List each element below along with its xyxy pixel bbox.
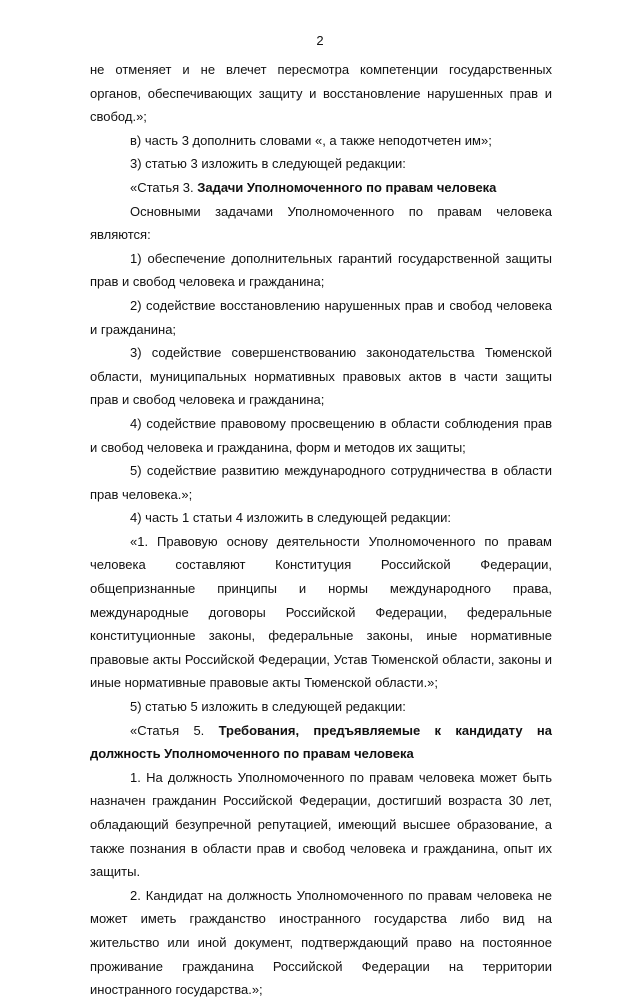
paragraph-text: 2) содействие восстановлению нарушенных прав и свобод человека и гражданина; [90,297,552,337]
paragraph-text: 5) содействие развитию международного сотрудничества в области прав человека.»; [90,463,552,502]
paragraph-12 [90,530,552,695]
paragraph-text: не отменяет и не влечет пересмотра компетенции государственных органов, обеспечивающих защиту и восстановление нарушенных прав и свобод.»; [90,62,552,125]
article-3-heading [90,176,552,200]
paragraph-text: 3) статью 3 изложить в следующей редакции: [130,156,406,172]
paragraph-1 [90,58,552,129]
paragraph-text: «Статья 5. [130,722,219,738]
paragraph-text: в) часть 3 дополнить словами «, а также неподотчетен им»; [130,132,492,148]
paragraph-7 [90,294,552,341]
paragraph-8 [90,341,552,412]
paragraph-text: 3) содействие совершенствованию законодательства Тюменской области, муниципальных нормативных правовых актов в части защиты прав и свобод человека и гражданина; [90,345,552,408]
paragraph-text: 2. Кандидат на должность Уполномоченного по правам человека не может иметь гражданство иностранного государства либо вид на жительство или иной документ, подтверждающий право на постоянное проживание гражданина Российской Федерации на территории иностранного государства.»; [90,887,552,998]
article-5-heading [90,719,552,766]
page-number: 2 [316,33,324,48]
paragraph-5 [90,200,552,247]
paragraph-2 [90,129,552,153]
paragraph-11 [90,506,552,530]
paragraph-text: 4) содействие правовому просвещению в области соблюдения прав и свобод человека и гражданина, форм и методов их защиты; [90,415,552,455]
paragraph-text: «1. Правовую основу деятельности Уполномоченного по правам человека составляют Конституция Российской Федерации, общепризнанные принципы и нормы международного права, международные договоры Российской Федерации, федеральные конституционные законы, федеральные законы, иные нормативные правовые акты Российской Федерации, Устав Тюменской области, законы и иные нормативные правовые акты Тюменской области.»; [90,533,552,691]
paragraph-text: Основными задачами Уполномоченного по правам человека являются: [90,203,552,243]
paragraph-13 [90,695,552,719]
paragraph-text: 1. На должность Уполномоченного по правам человека может быть назначен гражданин Российской Федерации, достигший возраста 30 лет, обладающий безупречной репутацией, имеющий высшее образование, а также познания в области прав и свобод человека и гражданина, опыт их защиты. [90,769,552,880]
paragraph-text: Требования, предъявляемые к кандидату на должность Уполномоченного по правам человека [90,722,552,762]
paragraph-15 [90,766,552,884]
paragraph-16 [90,884,552,1002]
paragraph-10 [90,459,552,506]
paragraph-9 [90,412,552,459]
paragraph-text: 1) обеспечение дополнительных гарантий государственной защиты прав и свобод человека и гражданина; [90,250,552,290]
paragraph-text: 4) часть 1 статьи 4 изложить в следующей редакции: [130,510,452,526]
paragraph-6 [90,247,552,294]
paragraph-3 [90,152,552,176]
paragraph-text: Задачи Уполномоченного по правам человека [197,179,497,195]
paragraph-text: «Статья 3. [130,179,198,195]
document-body [90,58,552,1002]
paragraph-text: 5) статью 5 изложить в следующей редакции: [130,699,406,715]
